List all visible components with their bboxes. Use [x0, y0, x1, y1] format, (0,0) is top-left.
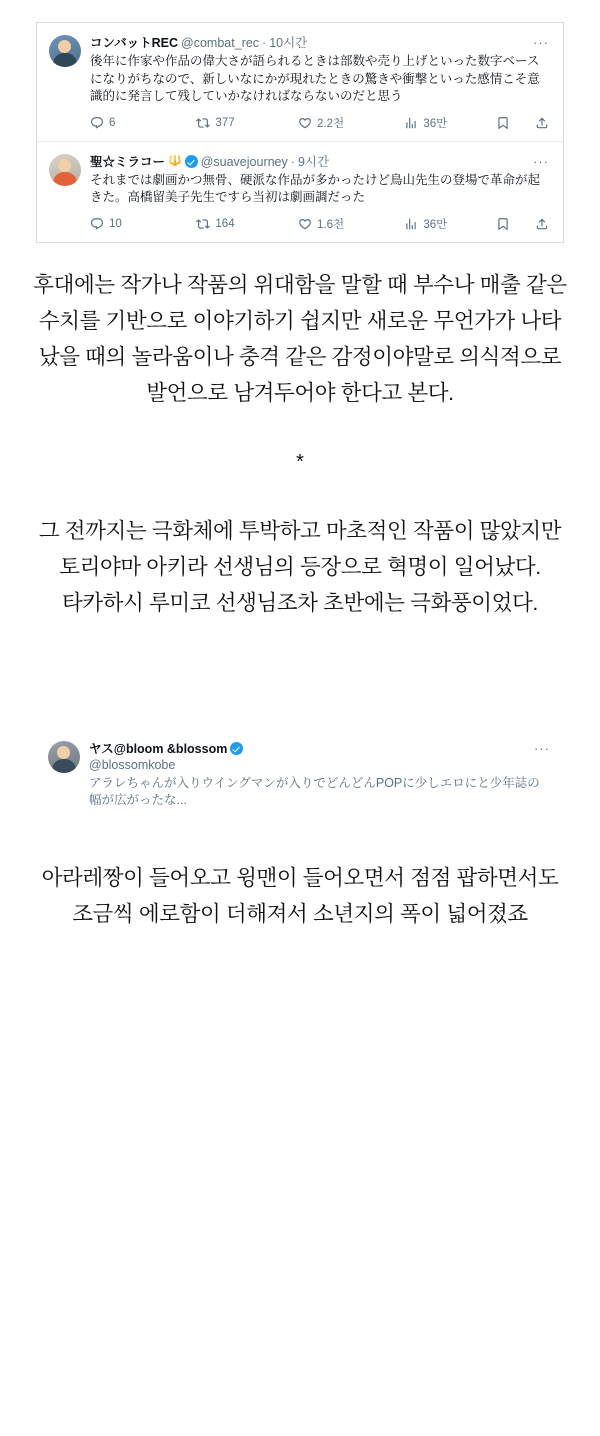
- like-button[interactable]: [298, 216, 404, 232]
- reply-count: 10: [109, 217, 122, 230]
- avatar-face: [58, 40, 71, 53]
- tweet-author-handle[interactable]: @combat_rec: [181, 36, 260, 50]
- translation-text-2-line-1: 그 전까지는 극화체에 투박하고 마초적인 작품이 많았지만: [38, 518, 562, 543]
- views-icon: [404, 116, 418, 130]
- views-button[interactable]: [404, 115, 496, 131]
- like-button[interactable]: [298, 115, 404, 131]
- tweet-author-name[interactable]: ヤス@bloom &blossom: [89, 741, 228, 756]
- views-icon: [404, 217, 418, 231]
- bookmark-icon: [496, 217, 510, 231]
- trident-emoji-icon: 🔱: [168, 155, 182, 167]
- tweet-author-name[interactable]: コンバットREC: [90, 36, 179, 50]
- reply-button[interactable]: [90, 116, 196, 130]
- tweet-text: 後年に作家や作品の偉大さが語られるときは部数や売り上げといった数字ベースになりがちなので、新しいなにかが現れたときの驚きや衝撃といった感情こそ意識的に発言して残していかなければならないのだと思う: [90, 54, 540, 103]
- translation-block-1: [30, 267, 570, 411]
- tweet-author-handle[interactable]: @blossomkobe: [89, 757, 176, 772]
- bookmark-button[interactable]: [496, 217, 535, 231]
- tweet-body: [90, 154, 549, 236]
- retweet-button[interactable]: [196, 116, 298, 130]
- share-icon: [535, 217, 549, 231]
- tweet-item[interactable]: [36, 729, 564, 816]
- tweet-text: それまでは劇画かつ無骨、硬派な作品が多かったけど鳥山先生の登場で革命が起きた。高橋留美子先生ですら当初は劇画調だった: [90, 172, 541, 204]
- like-count: 2.2천: [316, 117, 345, 130]
- reply-icon: [90, 116, 104, 130]
- avatar[interactable]: [49, 154, 81, 186]
- avatar-body: [52, 759, 76, 773]
- share-button[interactable]: [535, 116, 549, 130]
- tweet-item[interactable]: [37, 23, 563, 141]
- views-button[interactable]: [404, 216, 496, 232]
- bookmark-button[interactable]: [496, 116, 535, 130]
- heart-icon: [298, 116, 312, 130]
- tweet-header: [89, 741, 550, 757]
- translation-text-1: 후대에는 작가나 작품의 위대함을 말할 때 부수나 매출 같은 수치를 기반으로 이야기하기 쉽지만 새로운 무언가가 나타났을 때의 놀라움이나 충격 같은 감정이야말로 의식적으로 발언으로 남겨두어야 한다고 본다.: [33, 272, 567, 405]
- more-options-icon[interactable]: ···: [533, 153, 549, 169]
- heart-icon: [298, 217, 312, 231]
- vertical-gap: [0, 816, 600, 836]
- avatar-face: [58, 159, 71, 172]
- tweet-handle-row: [89, 757, 550, 773]
- more-options-icon[interactable]: ···: [534, 740, 550, 756]
- avatar[interactable]: [48, 741, 80, 773]
- retweet-count: 377: [215, 116, 235, 129]
- translation-text-2-line-2: 토리야마 아키라 선생님의 등장으로 혁명이 일어났다.: [59, 554, 541, 579]
- translation-block-2: [30, 513, 570, 621]
- tweet-author-name[interactable]: 聖☆ミラコー: [90, 154, 166, 169]
- retweet-button[interactable]: [196, 217, 298, 231]
- tweet-actions: [90, 216, 549, 236]
- retweet-icon: [196, 217, 210, 231]
- views-count: 36만: [423, 117, 448, 130]
- bookmark-icon: [496, 116, 510, 130]
- tweet-actions: [90, 115, 549, 135]
- reply-count: 6: [109, 116, 116, 129]
- more-options-icon[interactable]: ···: [533, 35, 549, 50]
- translation-text-3: 아라레짱이 들어오고 윙맨이 들어오면서 점점 팝하면서도 조금씩 에로함이 더해져서 소년지의 폭이 넓어졌죠: [41, 865, 559, 926]
- translation-block-3: [30, 860, 570, 932]
- like-count: 1.6천: [316, 218, 345, 231]
- tweet-embed-top: [36, 22, 564, 243]
- tweet-embed-bottom: [36, 729, 564, 816]
- section-separator: *: [296, 450, 304, 473]
- views-count: 36만: [423, 218, 448, 231]
- avatar-face: [57, 746, 70, 759]
- reply-icon: [90, 217, 104, 231]
- tweet-header: [90, 35, 549, 51]
- tweet-body: [90, 35, 549, 135]
- tweet-timestamp[interactable]: 10시간: [269, 36, 308, 50]
- avatar-body: [53, 53, 77, 67]
- avatar[interactable]: [49, 35, 81, 67]
- reply-button[interactable]: [90, 217, 196, 231]
- verified-badge-icon: [230, 742, 243, 755]
- translation-text-2-line-3: 타카하시 루미코 선생님조차 초반에는 극화풍이었다.: [62, 590, 538, 615]
- vertical-gap: [0, 621, 600, 707]
- tweet-separator-dot: ·: [290, 154, 295, 169]
- retweet-icon: [196, 116, 210, 130]
- tweet-separator-dot: ·: [262, 36, 267, 50]
- avatar-body: [53, 172, 77, 186]
- retweet-count: 164: [215, 217, 235, 230]
- share-icon: [535, 116, 549, 130]
- tweet-header: [90, 154, 549, 170]
- share-button[interactable]: [535, 217, 549, 231]
- verified-badge-icon: [185, 155, 198, 168]
- tweet-item[interactable]: [37, 141, 563, 242]
- tweet-author-handle[interactable]: @suavejourney: [200, 154, 288, 169]
- tweet-timestamp[interactable]: 9시간: [297, 154, 330, 169]
- tweet-text: アラレちゃんが入りウイングマンが入りでどんどんPOPに少しエロにと少年誌の幅が広がったな...: [89, 775, 540, 807]
- tweet-body: [89, 741, 550, 810]
